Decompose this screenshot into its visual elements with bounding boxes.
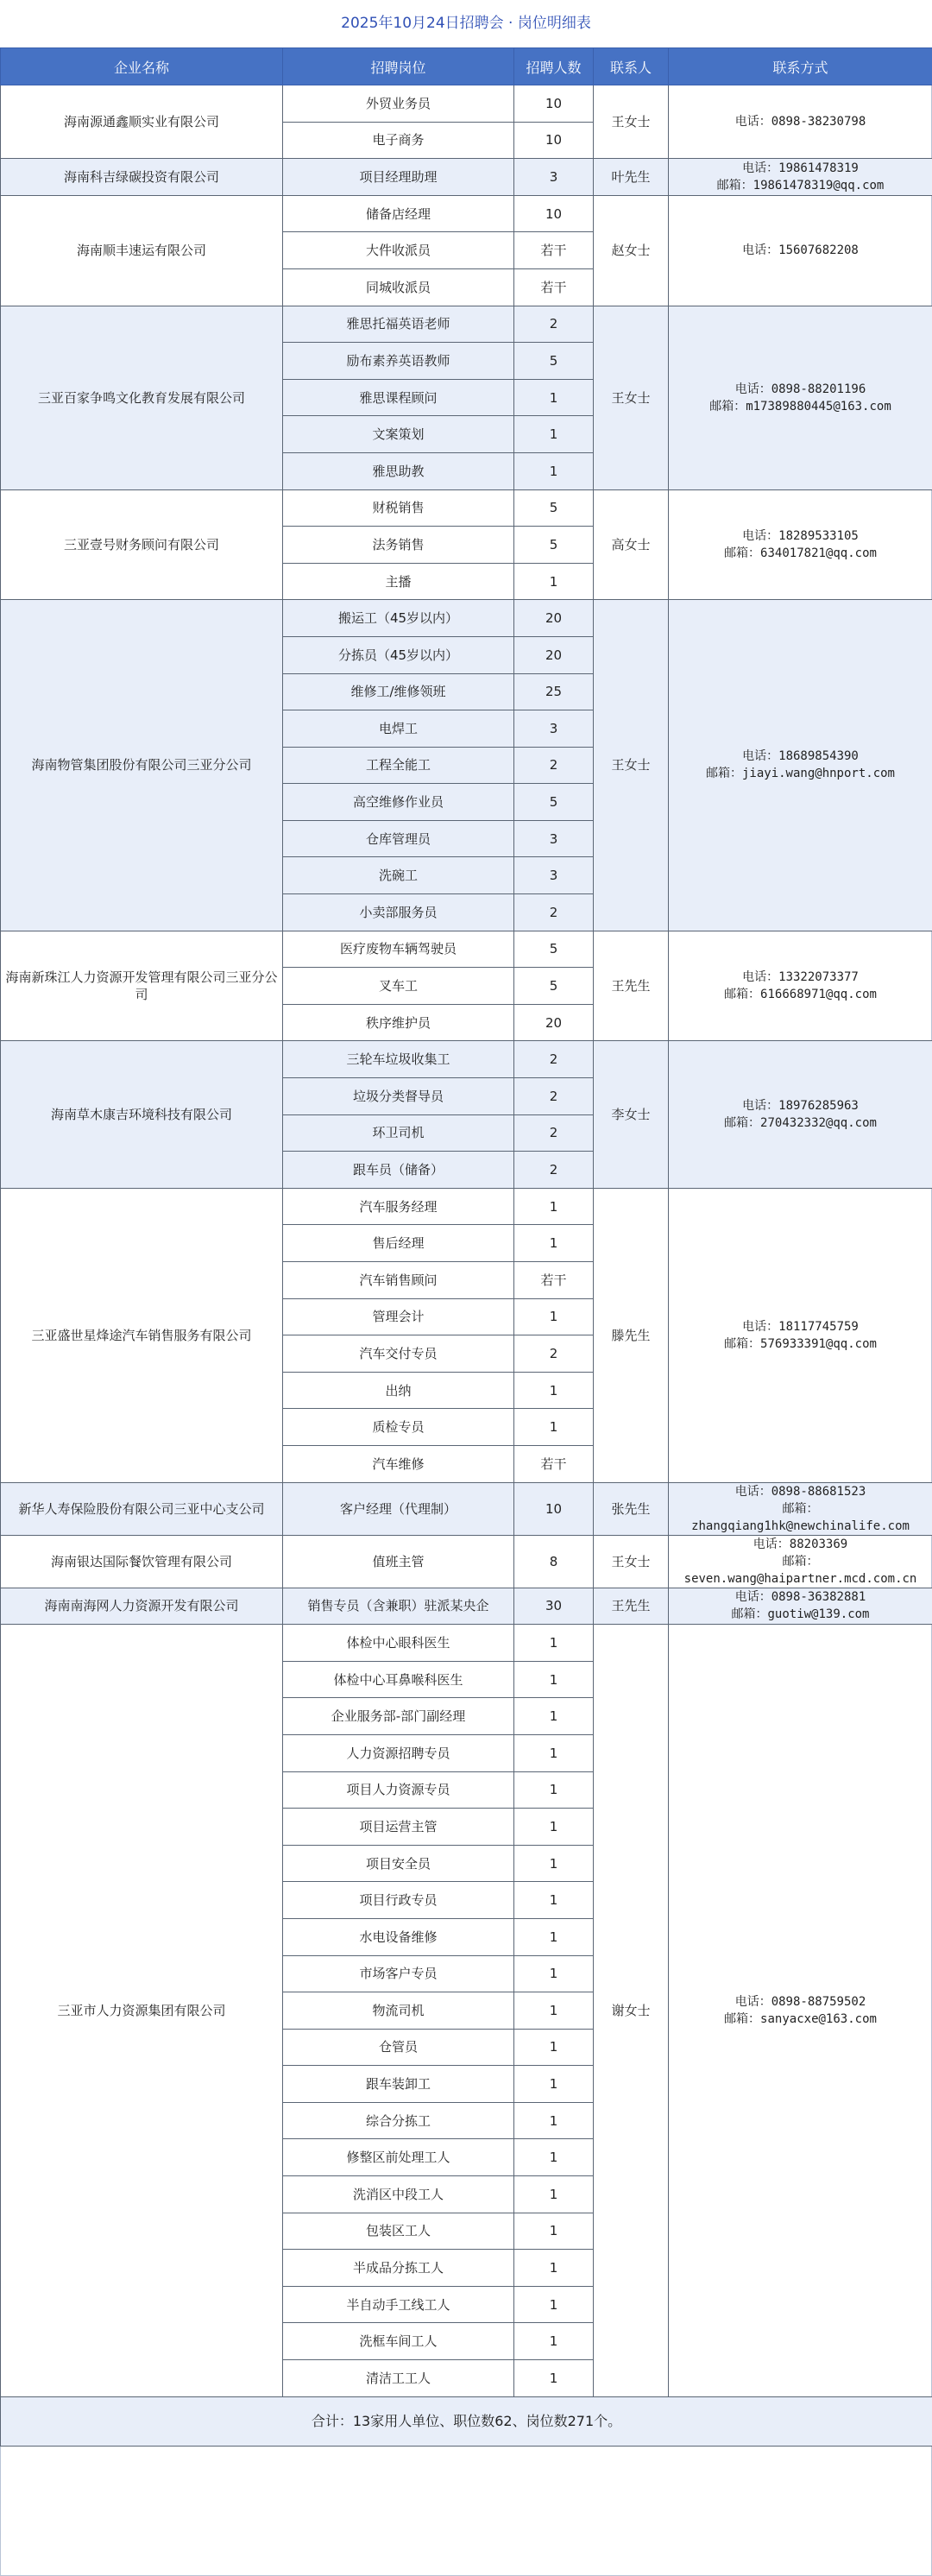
job-title: 高空维修作业员 bbox=[283, 784, 514, 821]
job-count: 1 bbox=[514, 416, 594, 453]
job-count: 5 bbox=[514, 968, 594, 1005]
total-summary: 合计：13家用人单位、职位数62、岗位数271个。 bbox=[1, 2396, 932, 2446]
contact-line: 邮箱： bbox=[782, 1501, 819, 1516]
job-count: 20 bbox=[514, 1004, 594, 1041]
job-count: 5 bbox=[514, 343, 594, 380]
job-count: 1 bbox=[514, 1809, 594, 1846]
job-title: 电子商务 bbox=[283, 122, 514, 159]
contact-line: 电话：88203369 bbox=[753, 1537, 848, 1551]
contact-person: 王女士 bbox=[594, 85, 669, 159]
contact-line: 电话：0898-88759502 bbox=[734, 1994, 866, 2009]
job-count: 2 bbox=[514, 1152, 594, 1189]
company-name: 海南源通鑫顺实业有限公司 bbox=[1, 85, 283, 159]
job-title: 项目运营主管 bbox=[283, 1809, 514, 1846]
contact-line: 电话：19861478319 bbox=[742, 161, 859, 175]
job-count: 1 bbox=[514, 2286, 594, 2323]
job-count: 20 bbox=[514, 600, 594, 637]
header-contact: 联系人 bbox=[594, 48, 669, 85]
contact-person: 赵女士 bbox=[594, 195, 669, 306]
job-title: 销售专员（含兼职）驻派某央企 bbox=[283, 1588, 514, 1625]
job-count: 1 bbox=[514, 2250, 594, 2287]
job-count: 10 bbox=[514, 122, 594, 159]
contact-line: zhangqiang1hk@newchinalife.com bbox=[691, 1518, 910, 1533]
job-title: 垃圾分类督导员 bbox=[283, 1078, 514, 1115]
contact-person: 张先生 bbox=[594, 1482, 669, 1535]
contact-info bbox=[669, 1482, 932, 1535]
job-title: 仓库管理员 bbox=[283, 820, 514, 857]
contact-line: 邮箱：616668971@qq.com bbox=[724, 988, 877, 1002]
job-count: 3 bbox=[514, 159, 594, 196]
job-title: 质检专员 bbox=[283, 1409, 514, 1446]
contact-info bbox=[669, 1535, 932, 1588]
job-title: 汽车维修 bbox=[283, 1445, 514, 1482]
job-title: 财税销售 bbox=[283, 489, 514, 527]
table-row bbox=[1, 306, 932, 343]
job-title: 汽车服务经理 bbox=[283, 1188, 514, 1225]
contact-line: 电话：0898-88681523 bbox=[734, 1484, 866, 1499]
job-count: 1 bbox=[514, 2139, 594, 2176]
job-title: 工程全能工 bbox=[283, 747, 514, 784]
header-count: 招聘人数 bbox=[514, 48, 594, 85]
job-count: 10 bbox=[514, 195, 594, 232]
job-count: 2 bbox=[514, 1335, 594, 1373]
job-count: 3 bbox=[514, 820, 594, 857]
table-row bbox=[1, 1041, 932, 1078]
job-count: 1 bbox=[514, 1918, 594, 1955]
job-count: 5 bbox=[514, 931, 594, 968]
company-name: 新华人寿保险股份有限公司三亚中心支公司 bbox=[1, 1482, 283, 1535]
job-title: 售后经理 bbox=[283, 1225, 514, 1262]
job-count: 10 bbox=[514, 1482, 594, 1535]
contact-line: 邮箱：576933391@qq.com bbox=[724, 1336, 877, 1351]
job-count: 20 bbox=[514, 636, 594, 673]
contact-line: 电话：18289533105 bbox=[742, 528, 859, 543]
header-company: 企业名称 bbox=[1, 48, 283, 85]
job-count: 1 bbox=[514, 452, 594, 489]
job-count: 1 bbox=[514, 1661, 594, 1698]
contact-info bbox=[669, 85, 932, 159]
contact-info bbox=[669, 1625, 932, 2396]
job-count: 1 bbox=[514, 1734, 594, 1771]
job-count: 1 bbox=[514, 1698, 594, 1735]
job-count: 1 bbox=[514, 1225, 594, 1262]
contact-info bbox=[669, 195, 932, 306]
job-count: 30 bbox=[514, 1588, 594, 1625]
job-title: 项目人力资源专员 bbox=[283, 1771, 514, 1809]
table-row bbox=[1, 1535, 932, 1588]
job-title: 医疗废物车辆驾驶员 bbox=[283, 931, 514, 968]
job-title: 主播 bbox=[283, 563, 514, 600]
job-title: 体检中心眼科医生 bbox=[283, 1625, 514, 1662]
page-title: 2025年10月24日招聘会 · 岗位明细表 bbox=[0, 0, 932, 47]
company-name: 三亚壹号财务顾问有限公司 bbox=[1, 489, 283, 600]
table-row bbox=[1, 1482, 932, 1535]
contact-person: 谢女士 bbox=[594, 1625, 669, 2396]
contact-line: 邮箱：270432332@qq.com bbox=[724, 1116, 877, 1131]
company-name: 海南银达国际餐饮管理有限公司 bbox=[1, 1535, 283, 1588]
job-title: 同城收派员 bbox=[283, 268, 514, 306]
company-name: 海南顺丰速运有限公司 bbox=[1, 195, 283, 306]
job-title: 半成品分拣工人 bbox=[283, 2250, 514, 2287]
table-row bbox=[1, 159, 932, 196]
contact-line: 电话：18689854390 bbox=[742, 749, 859, 764]
job-title: 水电设备维修 bbox=[283, 1918, 514, 1955]
job-title: 洗消区中段工人 bbox=[283, 2176, 514, 2213]
contact-info bbox=[669, 600, 932, 931]
job-count: 1 bbox=[514, 1409, 594, 1446]
table-row bbox=[1, 195, 932, 232]
job-table bbox=[0, 47, 932, 2447]
company-name: 三亚盛世星烽途汽车销售服务有限公司 bbox=[1, 1188, 283, 1482]
job-count: 3 bbox=[514, 710, 594, 748]
job-title: 励布素养英语教师 bbox=[283, 343, 514, 380]
job-title: 秩序维护员 bbox=[283, 1004, 514, 1041]
job-count: 1 bbox=[514, 1955, 594, 1992]
job-count: 1 bbox=[514, 2029, 594, 2066]
company-name: 三亚百家争鸣文化教育发展有限公司 bbox=[1, 306, 283, 489]
job-title: 搬运工（45岁以内） bbox=[283, 600, 514, 637]
job-count: 1 bbox=[514, 2360, 594, 2397]
job-count: 若干 bbox=[514, 1262, 594, 1299]
contact-info bbox=[669, 1041, 932, 1188]
job-count: 2 bbox=[514, 1041, 594, 1078]
job-count: 1 bbox=[514, 1188, 594, 1225]
job-title: 半自动手工线工人 bbox=[283, 2286, 514, 2323]
job-count: 1 bbox=[514, 2066, 594, 2103]
job-title: 洗框车间工人 bbox=[283, 2323, 514, 2360]
contact-info bbox=[669, 489, 932, 600]
company-name: 海南新珠江人力资源开发管理有限公司三亚分公司 bbox=[1, 931, 283, 1041]
contact-line: 电话：15607682208 bbox=[742, 243, 859, 258]
job-title: 汽车销售顾问 bbox=[283, 1262, 514, 1299]
job-title: 文案策划 bbox=[283, 416, 514, 453]
job-title: 清洁工工人 bbox=[283, 2360, 514, 2397]
contact-line: 电话：13322073377 bbox=[742, 970, 859, 985]
job-title: 企业服务部-部门副经理 bbox=[283, 1698, 514, 1735]
company-name: 海南科吉绿碳投资有限公司 bbox=[1, 159, 283, 196]
job-title: 客户经理（代理制） bbox=[283, 1482, 514, 1535]
job-title: 雅思助教 bbox=[283, 452, 514, 489]
job-count: 若干 bbox=[514, 268, 594, 306]
job-title: 法务销售 bbox=[283, 527, 514, 564]
contact-info bbox=[669, 1188, 932, 1482]
contact-line: 电话：0898-36382881 bbox=[734, 1590, 866, 1605]
contact-line: seven.wang@haipartner.mcd.com.cn bbox=[683, 1571, 917, 1586]
contact-info bbox=[669, 931, 932, 1041]
job-title: 综合分拣工 bbox=[283, 2102, 514, 2139]
job-count: 1 bbox=[514, 563, 594, 600]
table-row bbox=[1, 1588, 932, 1625]
job-count: 1 bbox=[514, 1298, 594, 1335]
contact-line: 邮箱：jiayi.wang@hnport.com bbox=[705, 767, 895, 781]
table-row bbox=[1, 1188, 932, 1225]
contact-line: 电话：18117745759 bbox=[742, 1319, 859, 1334]
job-count: 1 bbox=[514, 1845, 594, 1882]
table-row bbox=[1, 1625, 932, 1662]
job-count: 10 bbox=[514, 85, 594, 123]
job-count: 1 bbox=[514, 1372, 594, 1409]
job-title: 跟车员（储备） bbox=[283, 1152, 514, 1189]
job-count: 1 bbox=[514, 2102, 594, 2139]
job-title: 雅思托福英语老师 bbox=[283, 306, 514, 343]
job-title: 人力资源招聘专员 bbox=[283, 1734, 514, 1771]
job-count: 8 bbox=[514, 1535, 594, 1588]
job-count: 2 bbox=[514, 747, 594, 784]
job-title: 物流司机 bbox=[283, 1992, 514, 2030]
job-count: 若干 bbox=[514, 1445, 594, 1482]
job-title: 三轮车垃圾收集工 bbox=[283, 1041, 514, 1078]
job-title: 电焊工 bbox=[283, 710, 514, 748]
company-name: 海南物管集团股份有限公司三亚分公司 bbox=[1, 600, 283, 931]
contact-info bbox=[669, 159, 932, 196]
contact-info bbox=[669, 1588, 932, 1625]
job-title: 环卫司机 bbox=[283, 1114, 514, 1152]
job-title: 市场客户专员 bbox=[283, 1955, 514, 1992]
contact-line: 邮箱：guotiw@139.com bbox=[731, 1607, 870, 1622]
company-name: 海南南海网人力资源开发有限公司 bbox=[1, 1588, 283, 1625]
contact-line: 电话：0898-38230798 bbox=[734, 115, 866, 129]
job-title: 包装区工人 bbox=[283, 2213, 514, 2250]
contact-line: 邮箱：sanyacxe@163.com bbox=[724, 2011, 877, 2026]
table-row bbox=[1, 85, 932, 123]
contact-person: 王女士 bbox=[594, 600, 669, 931]
job-count: 1 bbox=[514, 1992, 594, 2030]
job-title: 小卖部服务员 bbox=[283, 894, 514, 931]
job-title: 体检中心耳鼻喉科医生 bbox=[283, 1661, 514, 1698]
job-title: 仓管员 bbox=[283, 2029, 514, 2066]
job-title: 分拣员（45岁以内） bbox=[283, 636, 514, 673]
job-title: 叉车工 bbox=[283, 968, 514, 1005]
job-count: 2 bbox=[514, 894, 594, 931]
job-title: 跟车装卸工 bbox=[283, 2066, 514, 2103]
job-count: 1 bbox=[514, 1882, 594, 1919]
contact-person: 王先生 bbox=[594, 1588, 669, 1625]
contact-person: 高女士 bbox=[594, 489, 669, 600]
job-count: 1 bbox=[514, 2213, 594, 2250]
job-count: 5 bbox=[514, 489, 594, 527]
table-row bbox=[1, 489, 932, 527]
contact-person: 王女士 bbox=[594, 306, 669, 489]
job-title: 出纳 bbox=[283, 1372, 514, 1409]
company-name: 海南草木康吉环境科技有限公司 bbox=[1, 1041, 283, 1188]
job-count: 3 bbox=[514, 857, 594, 894]
contact-person: 李女士 bbox=[594, 1041, 669, 1188]
total-row bbox=[1, 2396, 932, 2446]
job-title: 值班主管 bbox=[283, 1535, 514, 1588]
job-count: 1 bbox=[514, 2323, 594, 2360]
contact-person: 王先生 bbox=[594, 931, 669, 1041]
table-row bbox=[1, 600, 932, 637]
job-count: 若干 bbox=[514, 232, 594, 269]
header-row bbox=[1, 48, 932, 85]
job-count: 1 bbox=[514, 1625, 594, 1662]
job-count: 2 bbox=[514, 1114, 594, 1152]
contact-line: 邮箱：m17389880445@163.com bbox=[709, 399, 891, 414]
contact-info bbox=[669, 306, 932, 489]
contact-line: 邮箱：19861478319@qq.com bbox=[716, 178, 885, 193]
job-count: 2 bbox=[514, 1078, 594, 1115]
job-title: 汽车交付专员 bbox=[283, 1335, 514, 1373]
contact-line: 邮箱： bbox=[782, 1554, 819, 1569]
company-name: 三亚市人力资源集团有限公司 bbox=[1, 1625, 283, 2396]
job-count: 1 bbox=[514, 379, 594, 416]
job-title: 修整区前处理工人 bbox=[283, 2139, 514, 2176]
job-title: 管理会计 bbox=[283, 1298, 514, 1335]
job-count: 25 bbox=[514, 673, 594, 710]
job-title: 项目安全员 bbox=[283, 1845, 514, 1882]
job-count: 5 bbox=[514, 527, 594, 564]
contact-line: 邮箱：634017821@qq.com bbox=[724, 546, 877, 560]
header-position: 招聘岗位 bbox=[283, 48, 514, 85]
contact-line: 电话：0898-88201196 bbox=[734, 382, 866, 396]
job-title: 洗碗工 bbox=[283, 857, 514, 894]
job-count: 1 bbox=[514, 2176, 594, 2213]
job-title: 外贸业务员 bbox=[283, 85, 514, 123]
contact-person: 叶先生 bbox=[594, 159, 669, 196]
job-count: 1 bbox=[514, 1771, 594, 1809]
job-title: 雅思课程顾问 bbox=[283, 379, 514, 416]
job-title: 大件收派员 bbox=[283, 232, 514, 269]
table-body bbox=[1, 85, 932, 2447]
job-title: 储备店经理 bbox=[283, 195, 514, 232]
table-row bbox=[1, 931, 932, 968]
job-title: 项目行政专员 bbox=[283, 1882, 514, 1919]
job-count: 5 bbox=[514, 784, 594, 821]
job-count: 2 bbox=[514, 306, 594, 343]
contact-line: 电话：18976285963 bbox=[742, 1099, 859, 1114]
job-title: 项目经理助理 bbox=[283, 159, 514, 196]
header-contact-info: 联系方式 bbox=[669, 48, 932, 85]
job-title: 维修工/维修领班 bbox=[283, 673, 514, 710]
contact-person: 王女士 bbox=[594, 1535, 669, 1588]
contact-person: 滕先生 bbox=[594, 1188, 669, 1482]
